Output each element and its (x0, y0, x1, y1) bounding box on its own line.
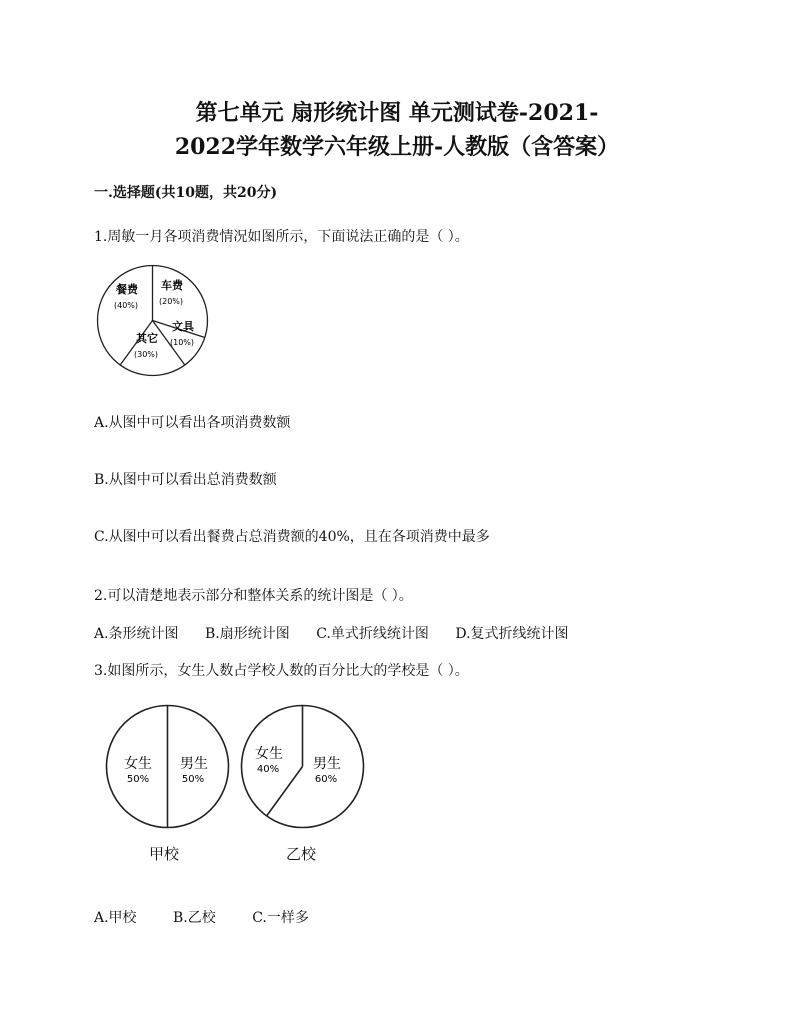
question-2-options (94, 623, 591, 643)
pie2-label-girls: 女生 (124, 756, 152, 772)
pie3-label-boys: 男生 (313, 756, 341, 772)
question-2-stem: 2.可以清楚地表示部分和整体关系的统计图是（ ）。 (94, 588, 413, 604)
pie3-value-girls: 40% (256, 764, 280, 775)
pie2-value-boys: 50% (181, 774, 205, 785)
pie-chart-jiaxiao (105, 704, 230, 829)
pie1-label-qita: 其它 (136, 332, 158, 345)
document-title-line-1: 第七单元 扇形统计图 单元测试卷-2021- (195, 100, 599, 126)
question-2-option-c[interactable]: C.单式折线统计图 (316, 626, 429, 642)
pie3-value-boys: 60% (314, 774, 338, 785)
question-3-option-c[interactable]: C.一样多 (252, 910, 309, 926)
question-2-option-b[interactable]: B.扇形统计图 (205, 626, 290, 642)
pie1-label-chefei: 车费 (161, 279, 183, 292)
question-2-option-a[interactable]: A.条形统计图 (94, 626, 179, 642)
question-1-option-c[interactable]: C.从图中可以看出餐费占总消费额的40%，且在各项消费中最多 (94, 529, 490, 545)
pie1-value-chefei: (20%) (158, 297, 184, 306)
question-1-stem: 1.周敏一月各项消费情况如图所示，下面说法正确的是（ ）。 (94, 229, 469, 245)
question-3-option-a[interactable]: A.甲校 (94, 910, 137, 926)
pie1-value-canfei: (40%) (113, 301, 139, 310)
question-3-option-b[interactable]: B.乙校 (173, 910, 216, 926)
question-3-options (94, 907, 331, 927)
section-heading: 一.选择题(共10题，共20分) (94, 185, 278, 201)
document-title-line-2: 2022学年数学六年级上册-人教版（含答案） (174, 134, 620, 160)
pie1-value-wenju: (10%) (169, 338, 195, 347)
question-2-option-d[interactable]: D.复式折线统计图 (455, 626, 569, 642)
pie3-label-girls: 女生 (255, 746, 283, 762)
pie2-label-boys: 男生 (180, 756, 208, 772)
question-3-stem: 3.如图所示，女生人数占学校人数的百分比大的学校是（ ）。 (94, 663, 469, 679)
pie1-label-canfei: 餐费 (116, 283, 138, 296)
pie-chart-q1 (95, 263, 210, 378)
pie2-value-girls: 50% (126, 774, 150, 785)
pie-caption-yixiao: 乙校 (286, 845, 317, 863)
pie-caption-jiaxiao: 甲校 (149, 845, 180, 863)
pie1-label-wenju: 文具 (172, 320, 194, 333)
pie-chart-yixiao (240, 704, 365, 829)
pie1-value-qita: (30%) (133, 350, 159, 359)
question-1-option-b[interactable]: B.从图中可以看出总消费数额 (94, 472, 277, 488)
question-1-option-a[interactable]: A.从图中可以看出各项消费数额 (94, 415, 291, 431)
